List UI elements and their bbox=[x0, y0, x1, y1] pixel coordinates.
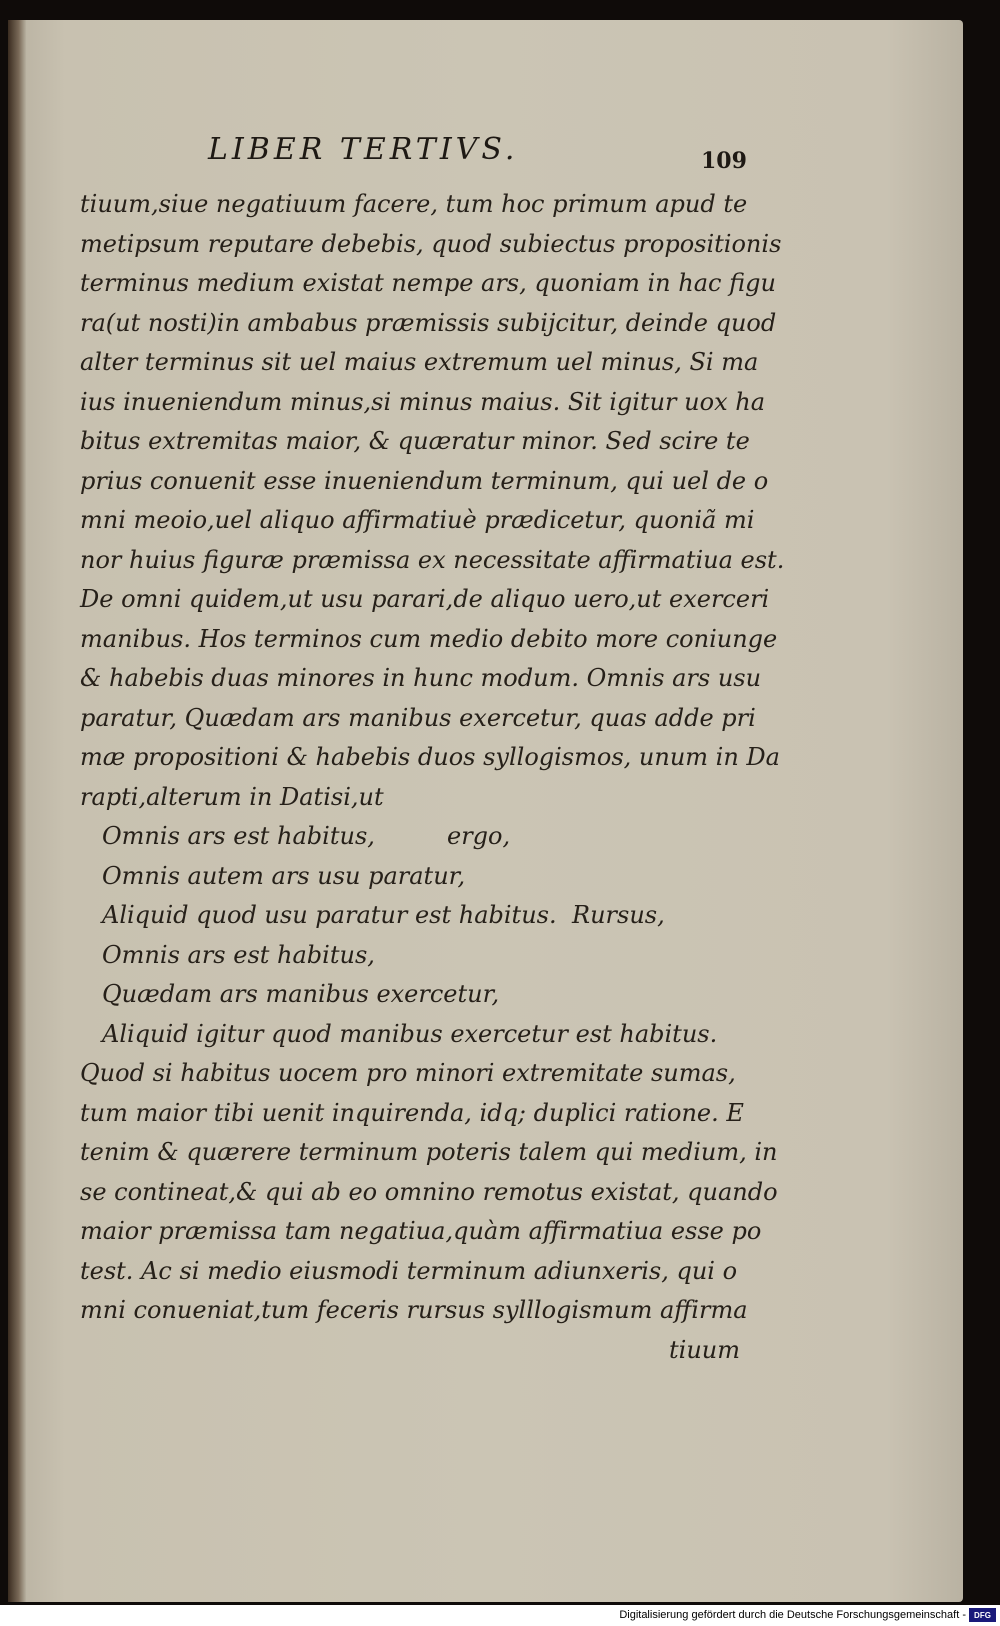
book-page bbox=[8, 20, 963, 1602]
text-line: test. Ac si medio eiusmodi terminum adiunxeris, qui o bbox=[80, 1256, 738, 1285]
text-line: se contineat,& qui ab eo omnino remotus existat, quando bbox=[80, 1177, 778, 1206]
funding-credit: Digitalisierung gefördert durch die Deutsche Forschungsgemeinschaft - bbox=[619, 1609, 966, 1621]
text-line: tum maior tibi uenit inquirenda, idq; duplici ratione. E bbox=[80, 1098, 744, 1127]
catchword: tiuum bbox=[669, 1335, 740, 1364]
syllogism-2-major: Omnis ars est habitus, bbox=[102, 940, 375, 969]
syllogism-1-major: Omnis ars est habitus, ergo, bbox=[102, 822, 511, 850]
text-block bbox=[80, 185, 785, 1370]
syllogism-1-conclusion: Aliquid quod usu paratur est habitus. Rursus, bbox=[102, 901, 665, 929]
text-line: manibus. Hos terminos cum medio debito more coniunge bbox=[80, 624, 778, 653]
book-spine bbox=[8, 20, 26, 1602]
text-line: rapti,alterum in Datisi,ut bbox=[80, 782, 384, 811]
text-line: tiuum,siue negatiuum facere, tum hoc primum apud te bbox=[80, 190, 748, 218]
text-line: mæ propositioni & habebis duos syllogismos, unum in Da bbox=[80, 743, 780, 771]
text-line: bitus extremitas maior, & quæratur minor. Sed scire te bbox=[80, 427, 750, 455]
text-line: ra(ut nosti)in ambabus præmissis subijcitur, deinde quod bbox=[80, 308, 777, 337]
marginal-rursus: Rursus, bbox=[572, 901, 665, 929]
text-line: paratur, Quædam ars manibus exercetur, quas adde pri bbox=[80, 703, 756, 732]
syllogism-2-minor: Quædam ars manibus exercetur, bbox=[102, 980, 500, 1008]
digitization-footer bbox=[0, 1605, 1000, 1626]
text-line: nor huius figuræ præmissa ex necessitate affirmatiua est. bbox=[80, 545, 785, 574]
dfg-logo: DFG bbox=[969, 1608, 996, 1622]
syllogism-2-conclusion: Aliquid igitur quod manibus exercetur est habitus. bbox=[102, 1019, 718, 1048]
text-line: & habebis duas minores in hunc modum. Omnis ars usu bbox=[80, 664, 762, 692]
text-line: maior præmissa tam negatiua,quàm affirmatiua esse po bbox=[80, 1217, 762, 1245]
text-line: ius inueniendum minus,si minus maius. Sit igitur uox ha bbox=[80, 387, 765, 416]
marginal-ergo: ergo, bbox=[447, 822, 511, 850]
text-line: De omni quidem,ut usu parari,de aliquo uero,ut exerceri bbox=[80, 585, 770, 613]
text-line: prius conuenit esse inueniendum terminum, qui uel de o bbox=[80, 466, 769, 495]
text-line: mni conueniat,tum feceris rursus sylllogismum affirma bbox=[80, 1296, 748, 1324]
folio-number: 109 bbox=[701, 148, 747, 174]
text-line: tenim & quærere terminum poteris talem qui medium, in bbox=[80, 1138, 778, 1166]
running-head: LIBER TERTIVS. bbox=[208, 132, 519, 167]
text-line: mni meoio,uel aliquo affirmatiuè prædicetur, quoniã mi bbox=[80, 506, 755, 534]
text-line: metipsum reputare debebis, quod subiectus propositionis bbox=[80, 229, 782, 258]
text-line: alter terminus sit uel maius extremum uel minus, Si ma bbox=[80, 348, 759, 376]
text-line: Quod si habitus uocem pro minori extremitate sumas, bbox=[80, 1059, 736, 1087]
text-line: terminus medium existat nempe ars, quoniam in hac figu bbox=[80, 269, 776, 297]
syllogism-1-minor: Omnis autem ars usu paratur, bbox=[102, 861, 466, 890]
